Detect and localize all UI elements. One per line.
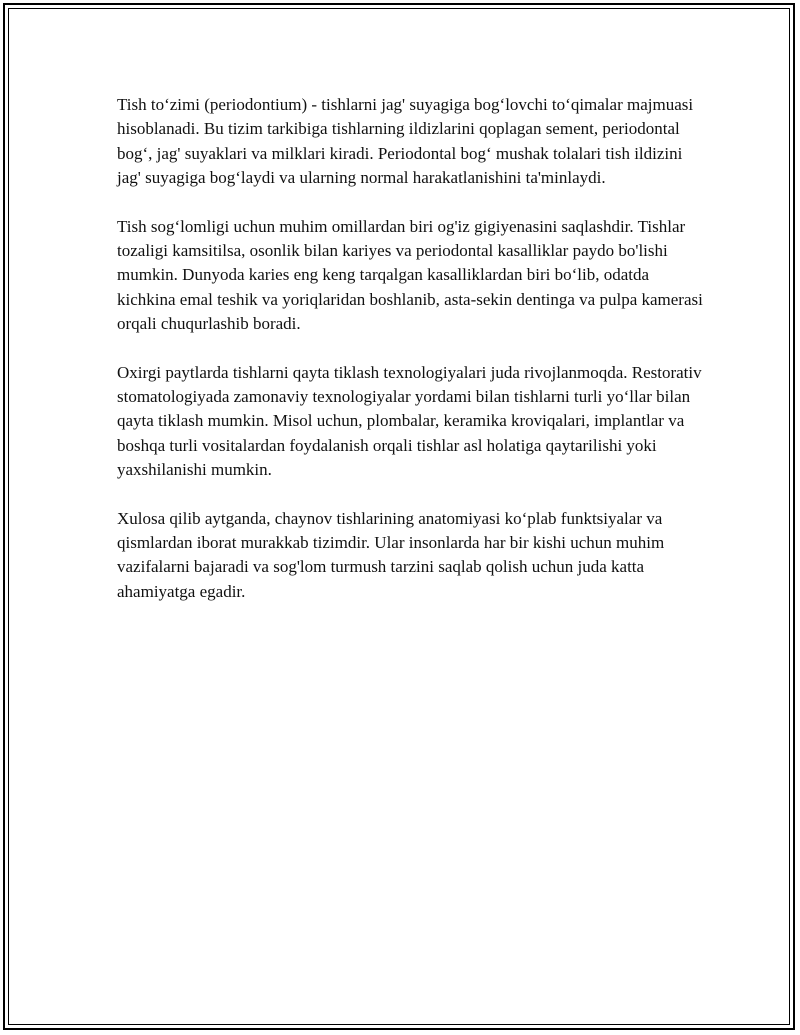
paragraph-oral-hygiene: Tish sog‘lomligi uchun muhim omillardan biri og'iz gigiyenasini saqlashdir. Tishlar tozaligi kamsitilsa, osonlik bilan kariyes va periodontal kasalliklar paydo bo'lishi mumkin. Dunyoda karies eng keng tarqalgan kasalliklardan biri bo‘lib, odatda kichkina emal teshik va yoriqlaridan boshlanib, asta-sekin dentinga va pulpa kamerasi orqali chuqurlashib boradi. <box>117 216 703 333</box>
paragraph-periodontium: Tish to‘zimi (periodontium) - tishlarni jag' suyagiga bog‘lovchi to‘qimalar majmuasi hisoblanadi. Bu tizim tarkibiga tishlarning ildizlarini qoplagan sement, periodontal bog‘, jag' suyaklari va milklari kiradi. Periodontal bog‘ mushak tolalari tish ildizini jag' suyagiga bog‘laydi va ularning normal harakatlanishini ta'minlaydi. <box>117 95 694 187</box>
paragraph-conclusion: Xulosa qilib aytganda, chaynov tishlarining anatomiyasi ko‘plab funktsiyalar va qismlardan iborat murakkab tizimdir. Ular insonlarda har bir kishi uchun muhim vazifalarni bajaradi va sog'lom turmush tarzini saqlab qolish uchun juda katta ahamiyatga egadir. <box>117 508 665 601</box>
document-body <box>117 93 707 628</box>
paragraph-restoration: Oxirgi paytlarda tishlarni qayta tiklash texnologiyalari juda rivojlanmoqda. Restorativ stomatologiyada zamonaviy texnologiyalar yordami bilan tishlarni turli yo‘llar bilan qayta tiklash mumkin. Misol uchun, plombalar, keramika kroviqalari, implantlar va boshqa turli vositalardan foydalanish orqali tishlar asl holatiga qaytarilishi yoki yaxshilanishi mumkin. <box>117 362 702 479</box>
